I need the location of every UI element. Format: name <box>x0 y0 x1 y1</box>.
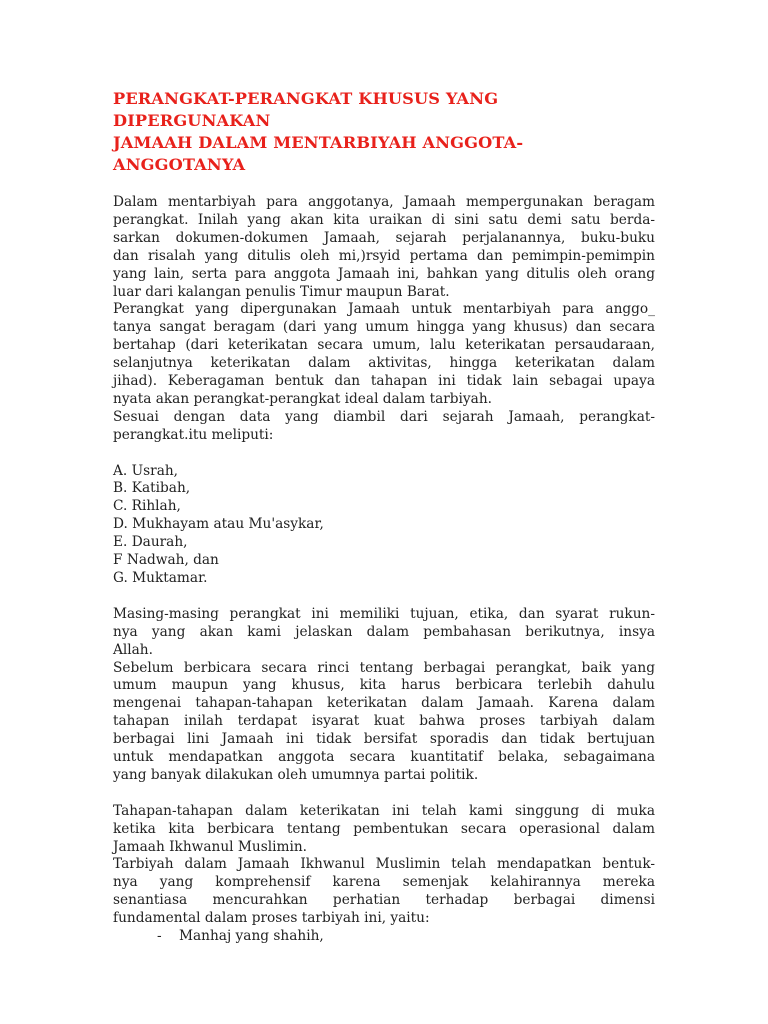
text-line: Sesuai dengan data yang diambil dari sejarah Jamaah, perangkat- <box>113 408 655 425</box>
text-line: Masing-masing perangkat ini memiliki tujuan, etika, dan syarat rukun- <box>113 605 655 622</box>
text-line: Jamaah Ikhwanul Muslimin. <box>113 838 307 855</box>
text-line: tahapan inilah terdapat isyarat kuat bahwa proses tarbiyah dalam <box>113 713 655 730</box>
list-item: E. Daurah, <box>113 534 188 551</box>
list-item: A. Usrah, <box>113 462 179 479</box>
text-line: Allah. <box>113 641 153 658</box>
spacer <box>113 445 655 463</box>
paragraph <box>113 409 655 445</box>
paragraph <box>113 660 655 785</box>
intro-paragraphs <box>113 194 655 445</box>
text-line: bertahap (dari keterikatan secara umum, lalu keterikatan persaudaraan, <box>113 337 655 354</box>
explanation-paragraphs <box>113 606 655 785</box>
device-list <box>113 463 655 588</box>
text-line: senantiasa mencurahkan perhatian terhadap berbagai dimensi <box>113 892 655 909</box>
title-line: PERANGKAT-PERANGKAT KHUSUS YANG DIPERGUNAKAN <box>113 89 499 130</box>
text-line: sarkan dokumen-dokumen Jamaah, sejarah perjalanannya, buku-buku <box>113 229 655 246</box>
bullet-text: Manhaj yang shahih, <box>179 928 324 945</box>
spacer <box>113 785 655 803</box>
paragraph <box>113 803 655 857</box>
text-line: Tarbiyah dalam Jamaah Ikhwanul Muslimin telah mendapatkan bentuk- <box>113 856 655 873</box>
text-line: selanjutnya keterikatan dalam aktivitas, hingga keterikatan dalam <box>113 355 655 372</box>
list-item: F Nadwah, dan <box>113 552 219 569</box>
paragraph <box>113 194 655 301</box>
text-line: jihad). Keberagaman bentuk dan tahapan ini tidak lain sebagai upaya <box>113 373 655 390</box>
bullet-dash: - <box>157 928 162 945</box>
text-line: ketika kita berbicara tentang pembentukan secara operasional dalam <box>113 820 655 837</box>
text-line: umum maupun yang khusus, kita harus berbicara terlebih dahulu <box>113 677 655 694</box>
list-item: D. Mukhayam atau Mu'asykar, <box>113 516 324 533</box>
text-line: luar dari kalangan penulis Timur maupun Barat. <box>113 283 450 300</box>
text-line: Dalam mentarbiyah para anggotanya, Jamaah mempergunakan beragam <box>113 194 655 210</box>
stages-paragraphs <box>113 803 655 928</box>
text-line: Tahapan-tahapan dalam keterikatan ini telah kami singgung di muka <box>113 802 655 819</box>
text-line: yang banyak dilakukan oleh umumnya partai politik. <box>113 766 479 783</box>
text-line: Perangkat yang dipergunakan Jamaah untuk mentarbiyah para anggo_ <box>113 301 655 318</box>
list-item: G. Muktamar. <box>113 570 208 587</box>
text-line: Sebelum berbicara secara rinci tentang berbagai perangkat, baik yang <box>113 659 655 676</box>
list-item: B. Katibah, <box>113 480 191 497</box>
title-line: JAMAAH DALAM MENTARBIYAH ANGGOTA-ANGGOTANYA <box>113 133 524 174</box>
list-item: C. Rihlah, <box>113 498 181 515</box>
text-line: nyata akan perangkat-perangkat ideal dalam tarbiyah. <box>113 390 492 407</box>
text-line: perangkat. Inilah yang akan kita uraikan di sini satu demi satu berda- <box>113 211 655 228</box>
text-line: mengenai tahapan-tahapan keterikatan dalam Jamaah. Karena dalam <box>113 695 655 712</box>
text-line: perangkat.itu meliputi: <box>113 426 274 443</box>
paragraph <box>113 606 655 660</box>
text-line: tanya sangat beragam (dari yang umum hingga yang khusus) dan secara <box>113 319 655 336</box>
spacer <box>113 588 655 606</box>
text-line: fundamental dalam proses tarbiyah ini, yaitu: <box>113 910 430 927</box>
text-line: yang lain, serta para anggota Jamaah ini, bahkan yang ditulis oleh orang <box>113 265 655 282</box>
text-line: dan risalah yang ditulis oleh mi,)rsyid pertama dan pemimpin-pemimpin <box>113 247 655 264</box>
page-title <box>113 88 655 176</box>
bullet-item <box>113 928 655 946</box>
text-line: nya yang komprehensif karena semenjak kelahirannya mereka <box>113 874 655 891</box>
document-page <box>113 88 655 946</box>
paragraph <box>113 301 655 408</box>
paragraph <box>113 856 655 928</box>
text-line: untuk mendapatkan anggota secara kuantitatif belaka, sebagaimana <box>113 749 655 766</box>
text-line: nya yang akan kami jelaskan dalam pembahasan berikutnya, insya <box>113 623 655 640</box>
text-line: berbagai lini Jamaah ini tidak bersifat sporadis dan tidak bertujuan <box>113 731 655 748</box>
